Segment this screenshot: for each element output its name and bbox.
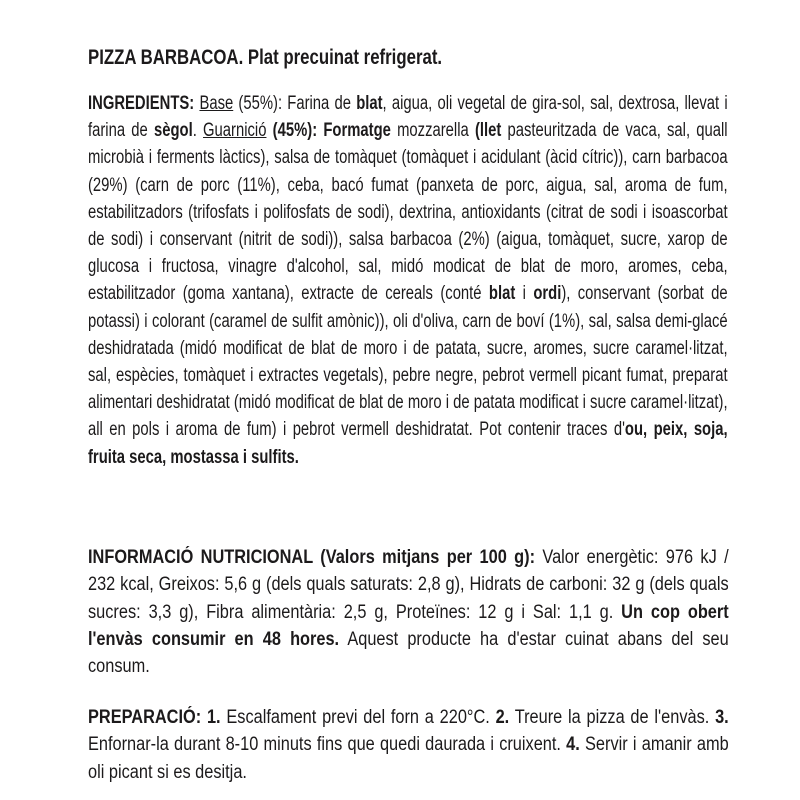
ingredients-text: ,	[643, 419, 654, 441]
preparation-heading: PREPARACIÓ:	[88, 707, 202, 728]
ingredients-text: i	[515, 283, 534, 305]
allergen-ordi: ordi	[533, 283, 562, 305]
step-number: 3.	[715, 707, 729, 728]
allergen-segol: sègol	[153, 120, 193, 142]
allergen-sulfits: sulfits	[251, 446, 295, 468]
allergen-soja: soja	[693, 419, 724, 441]
ingredients-text: ,	[162, 446, 171, 468]
allergen-formatge: Formatge	[323, 120, 391, 142]
allergen-ou: ou	[624, 419, 644, 441]
step-text: Treure la pizza de l'envàs.	[509, 707, 716, 728]
storage-warning: Un cop obert l'envàs consumir en 48 hores.	[88, 601, 729, 650]
step-text: Enfornar-la durant 8-10 minuts fins que quedi daurada i cruixent.	[88, 734, 567, 756]
step-number: 2.	[495, 707, 510, 728]
guarnicio-label: Guarnició	[203, 120, 267, 142]
ingredients-text: ,	[723, 419, 728, 441]
ingredients-heading: INGREDIENTS:	[88, 93, 195, 114]
step-text: Escalfament previ del forn a 220°C.	[220, 707, 496, 728]
allergen-mostassa: mostassa	[170, 446, 239, 468]
preparation-paragraph	[88, 704, 729, 786]
ingredients-text: mozzarella	[390, 120, 475, 142]
nutrition-text: Valor energètic: 976 kJ / 232 kcal, Greixos: 5,6 g (dels quals saturats: 2,8 g), Hidrats de carboni: 32 g (dels quals sucres: 3,3 g), Fibra alimentària: 2,5 g, Proteïnes: 12 g i Sal: 1,1 g.	[88, 547, 729, 623]
step-number: 4.	[566, 734, 580, 756]
ingredients-text: ), conservant (sorbat de potassi) i colorant (caramel de sulfit amònic)), oli d'oliva, carn de boví (1%), sal, salsa demi-glacé deshidratada (midó modificat de blat de moro i de patata, sucre, aromes, sucre caramel·litzat, sal, espècies, tomàquet i extractes vegetals), pebre negre, pebrot vermell picant fumat, preparat alimentari deshidratat (midó modificat de blat de moro i de patata modificat i sucre caramel·litzat), all en pols i aroma de fum) i pebrot vermell deshidratat. Pot contenir traces d'	[88, 283, 728, 441]
nutrition-paragraph	[88, 544, 729, 680]
ingredients-paragraph	[88, 90, 728, 471]
allergen-blat: blat	[488, 283, 516, 305]
ingredients-text: i	[238, 446, 252, 468]
ingredients-text: ,	[683, 419, 694, 441]
allergen-fruita-seca: fruita seca	[88, 446, 163, 468]
base-label: Base	[199, 93, 234, 114]
food-label	[88, 44, 728, 471]
nutrition-text-2: Aquest producte ha d'estar cuinat abans del seu consum.	[88, 628, 729, 678]
product-title: PIZZA BARBACOA. Plat precuinat refrigerat.	[88, 46, 443, 69]
ingredients-text: (45%):	[266, 120, 324, 142]
allergen-llet: (llet	[474, 120, 502, 142]
step-text: Servir i amanir amb oli picant si es desitja.	[88, 734, 729, 783]
ingredients-text: .	[192, 120, 204, 142]
ingredients-text: , aigua, oli vegetal de gira-sol, sal, dextrosa, llevat i farina de	[88, 93, 728, 142]
ingredients-text: .	[294, 446, 299, 468]
step-number: 1.	[201, 707, 221, 728]
allergen-peix: peix	[653, 419, 684, 441]
ingredients-text: (55%): Farina de	[233, 93, 357, 114]
ingredients-text: pasteuritzada de vaca, sal, quall microbià i ferments làctics), salsa de tomàquet (tomàquet i acidulant (àcid cítric)), carn barbacoa (29%) (carn de porc (11%), ceba, bacó fumat (panxeta de porc, aigua, sal, aroma de fum, estabilitzadors (trifosfats i polifosfats de sodi), dextrina, antioxidants (citrat de sodi i isoascorbat de sodi) i conservant (nitrit de sodi)), salsa barbacoa (2%) (aigua, tomàquet, sucre, xarop de glucosa i fructosa, vinagre d'alcohol, sal, midó modicat de blat de moro, aromes, ceba, estabilitzador (goma xantana), extracte de cereals (conté	[88, 120, 728, 305]
nutrition-heading: INFORMACIÓ NUTRICIONAL (Valors mitjans per 100 g):	[88, 547, 536, 568]
allergen-blat: blat	[356, 93, 383, 114]
